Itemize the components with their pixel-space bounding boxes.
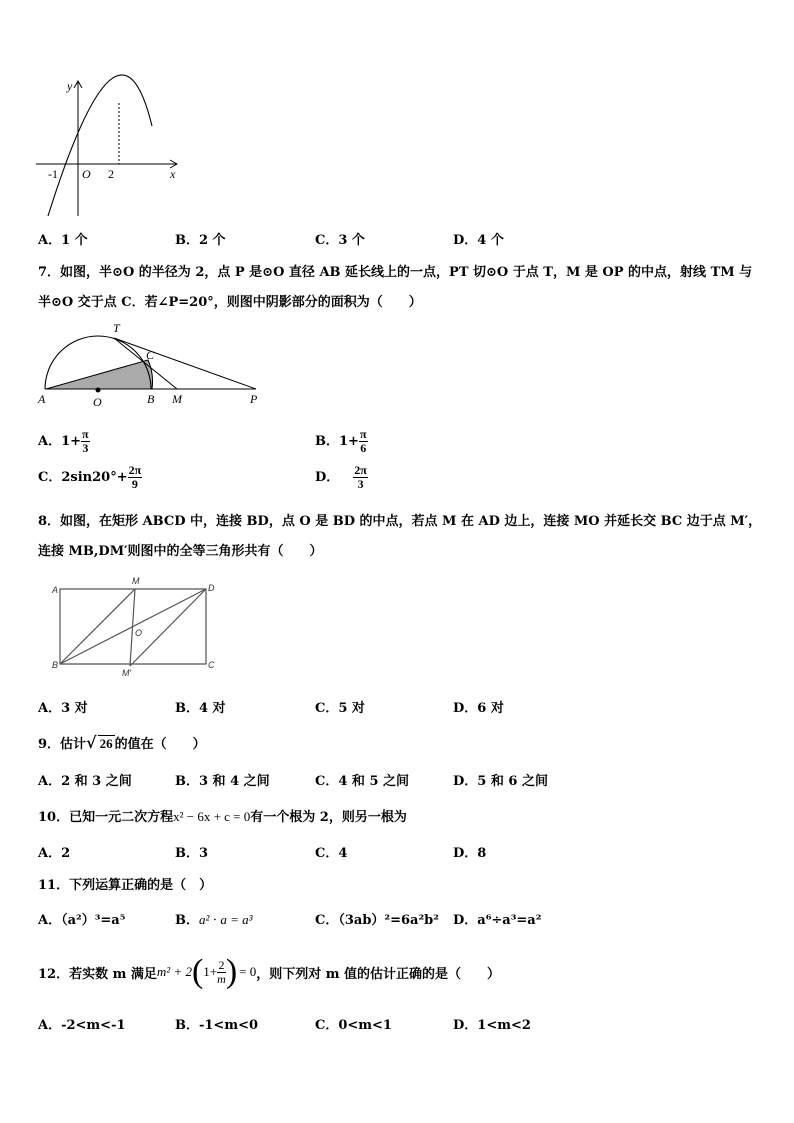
q10-stem: 10．已知一元二次方程x² − 6x + c = 0有一个根为 2，则另一根为 (38, 809, 407, 825)
q6-option-c[interactable]: C．3 个 (315, 233, 365, 248)
right-paren: ) (225, 953, 238, 990)
q12-stem: 12．若实数 m 满足 m² + 2 ( 1+ $\frac{2}{m}$ ) = 0 ，则下列对 m 值的估计正确的是（ ） (38, 953, 501, 990)
q7-stem-line2: 半⊙O 交于点 C．若∠P=20°，则图中阴影部分的面积为（ ） (38, 295, 422, 310)
y-axis-label: y (67, 79, 73, 93)
q8-stem-line2: 连接 MB,DM′则图中的全等三角形共有（ ） (38, 544, 323, 559)
eq-left: m² + 2 (156, 964, 192, 979)
q11-option-a[interactable]: A．（a²）³=a⁵ (38, 913, 126, 928)
rect-point-o: O (135, 628, 143, 638)
option-b-math: a² ⋅ a = a³ (199, 912, 253, 927)
point-m: M (172, 392, 182, 406)
q8-option-c[interactable]: C．5 对 (315, 701, 365, 716)
q7-option-c[interactable]: C．2sin20°+ $\frac{2\pi}{9}$ (38, 463, 142, 491)
q10-option-c[interactable]: C．4 (315, 846, 348, 861)
equation: x² − 6x + c = 0 (173, 809, 251, 824)
rect-point-d: D (208, 583, 215, 593)
q7-option-d[interactable]: D． $\frac{2\pi}{3}$ (315, 463, 367, 491)
q12-option-c[interactable]: C．0<m<1 (315, 1018, 392, 1033)
point-o: O (93, 395, 102, 409)
fraction: $\frac{\pi}{3}$ (82, 427, 89, 455)
parabola-graph (30, 70, 190, 220)
rect-point-a: A (52, 585, 59, 595)
q11-stem: 11．下列运算正确的是（ ） (38, 878, 213, 893)
q9-option-b[interactable]: B．3 和 4 之间 (175, 774, 270, 789)
rect-point-c: C (208, 660, 215, 670)
eq-inner: 1+ (203, 964, 218, 979)
q7-option-b[interactable]: B．1+ $\frac{\pi}{6}$ (315, 427, 367, 455)
q10-option-a[interactable]: A．2 (38, 846, 71, 861)
q8-option-b[interactable]: B．4 对 (175, 701, 226, 716)
q9-option-d[interactable]: D．5 和 6 之间 (453, 774, 548, 789)
q6-option-d[interactable]: D．4 个 (453, 233, 504, 248)
q11-option-d[interactable]: D．a⁶÷a³=a² (453, 913, 542, 928)
fraction: $\frac{2}{m}$ (217, 957, 226, 986)
fraction: $\frac{2\pi}{9}$ (128, 463, 142, 491)
point-a: A (38, 392, 46, 406)
x-axis-label: x (170, 167, 176, 181)
q6-option-a[interactable]: A．1 个 (38, 233, 88, 248)
radicand: 26 (99, 736, 113, 751)
q9-option-c[interactable]: C．4 和 5 之间 (315, 774, 410, 789)
q7-option-a[interactable]: A．1+ $\frac{\pi}{3}$ (38, 427, 89, 455)
sqrt-icon: √ (86, 733, 97, 752)
point-b: B (147, 392, 155, 406)
tick-neg1: -1 (48, 167, 58, 181)
q10-option-b[interactable]: B．3 (175, 846, 209, 861)
q12-option-a[interactable]: A．-2<m<-1 (38, 1018, 126, 1033)
q11-option-b[interactable]: B．a² ⋅ a = a³ (175, 912, 253, 928)
q8-option-d[interactable]: D．6 对 (453, 701, 504, 716)
point-c: C (146, 348, 155, 362)
rect-point-m: M (132, 576, 140, 586)
q10-option-d[interactable]: D．8 (453, 846, 487, 861)
point-p: P (250, 392, 258, 406)
q7-stem-line1: 7．如图，半⊙O 的半径为 2，点 P 是⊙O 直径 AB 延长线上的一点，PT 切⊙O 于点 T，M 是 OP 的中点，射线 TM 与 (38, 265, 753, 280)
q12-option-d[interactable]: D．1<m<2 (453, 1018, 531, 1033)
fraction: $\frac{\pi}{6}$ (359, 427, 367, 455)
q8-stem-line1: 8．如图，在矩形 ABCD 中，连接 BD，点 O 是 BD 的中点，若点 M 在 AD 边上，连接 MO 并延长交 BC 边于点 M′， (38, 514, 762, 529)
rectangle-figure (46, 574, 226, 680)
rect-point-b: B (52, 660, 59, 670)
left-paren: ( (191, 953, 204, 990)
q11-option-c[interactable]: C．（3ab）²=6a²b² (315, 913, 439, 928)
rect-point-m-prime: M′ (122, 668, 132, 678)
q8-option-a[interactable]: A．3 对 (38, 701, 88, 716)
q6-option-b[interactable]: B．2 个 (175, 233, 226, 248)
q12-option-b[interactable]: B．-1<m<0 (175, 1018, 259, 1033)
point-t: T (113, 321, 120, 335)
origin-label: O (82, 167, 91, 181)
fraction: $\frac{2\pi}{3}$ (354, 463, 367, 491)
q9-stem: 9．估计√ 26 的值在（ ） (38, 733, 206, 752)
eq-right: = 0 (239, 964, 257, 979)
semicircle-figure (34, 318, 274, 410)
q9-option-a[interactable]: A．2 和 3 之间 (38, 774, 132, 789)
tick-2: 2 (108, 167, 114, 181)
